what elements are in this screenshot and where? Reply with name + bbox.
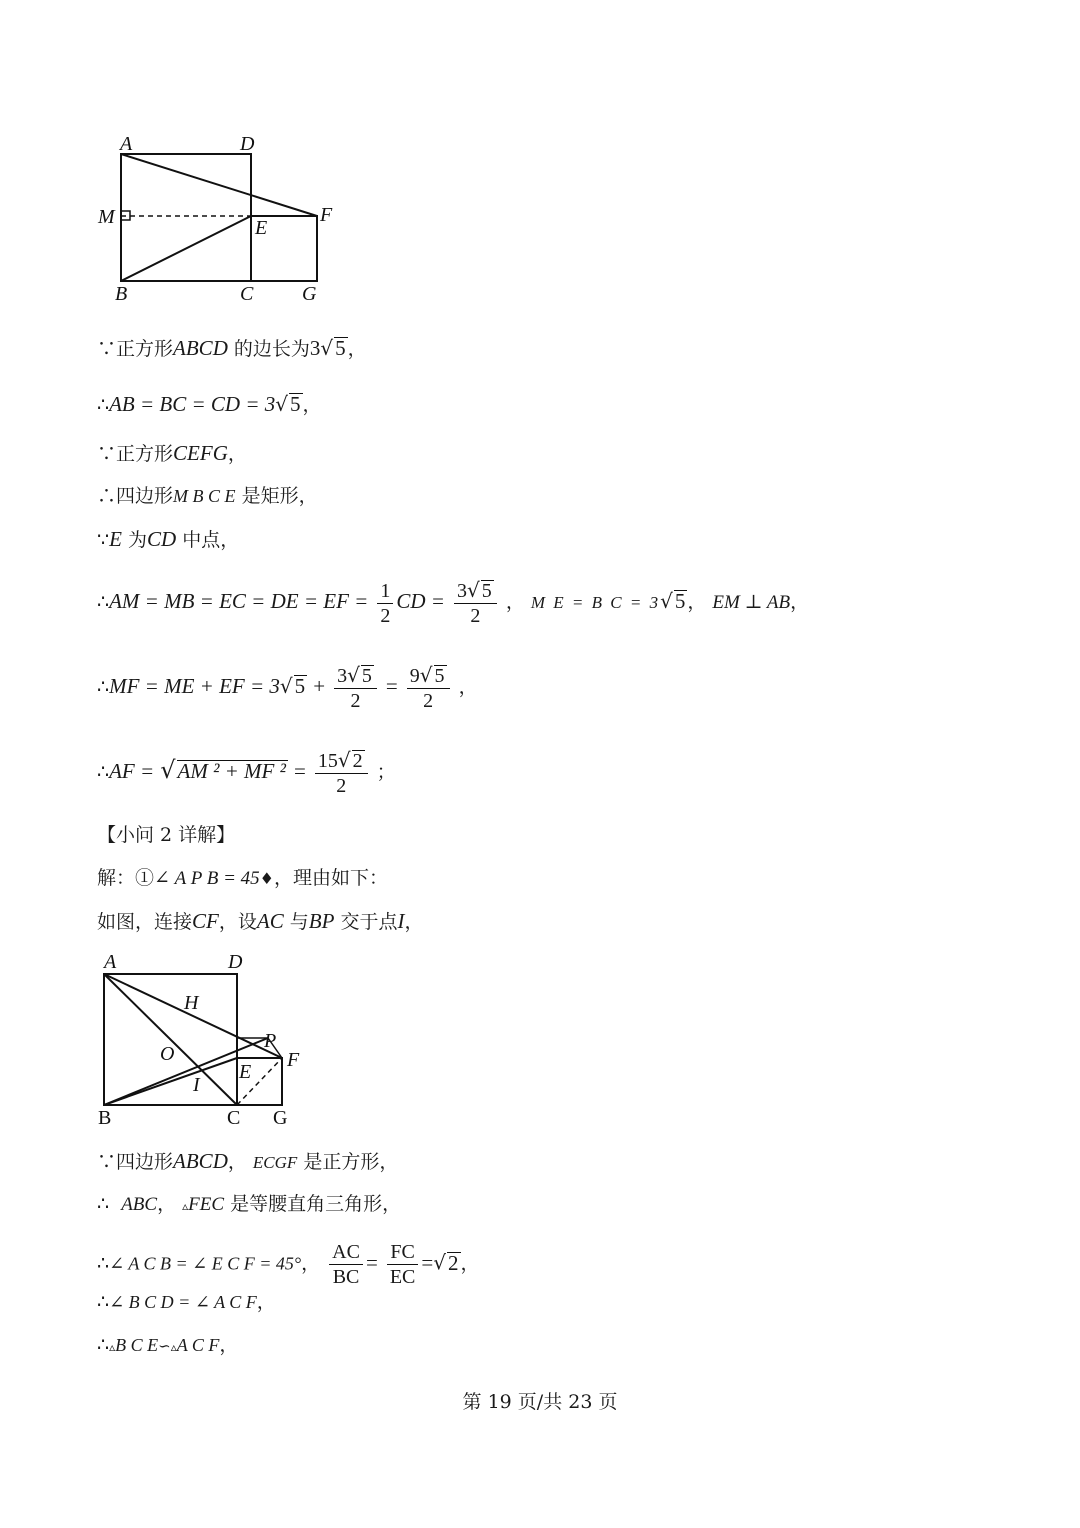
label-i: I xyxy=(193,1074,200,1096)
subquestion-2-heading: 【小问 2 详解】 xyxy=(97,824,236,846)
numerator: 1 xyxy=(377,579,393,604)
math-radicand: 5 xyxy=(335,336,346,360)
segment-be xyxy=(121,216,251,281)
label-a: A xyxy=(104,951,117,973)
radicand: 5 xyxy=(434,665,445,687)
math-fec: FEC xyxy=(188,1194,225,1215)
fraction-9root5-over-2 xyxy=(407,663,450,713)
punct: ， xyxy=(301,1252,321,1275)
solution-line-1: ∵正方形ABCD 的边长为3√5 ， xyxy=(97,336,367,360)
radicand: 2 xyxy=(352,750,363,772)
text: 是正方形， xyxy=(303,1151,399,1173)
punct: ， xyxy=(157,1193,177,1215)
triangle-icon: ▵ xyxy=(170,1340,177,1354)
punct: ， xyxy=(790,591,810,613)
coef: 3 xyxy=(457,580,468,602)
text: 交于点 xyxy=(340,911,398,933)
math-abcd: ABCD xyxy=(173,1149,228,1173)
segment-af xyxy=(121,154,317,216)
solution-line-14 xyxy=(97,1290,276,1314)
label-d: D xyxy=(228,951,243,973)
radicand: 5 xyxy=(361,665,372,687)
text: 四边形 xyxy=(116,1151,174,1173)
text: ，理由如下： xyxy=(273,867,388,889)
label-f: F xyxy=(320,204,333,226)
coef: 9 xyxy=(409,665,420,687)
because-symbol: ∵ xyxy=(97,338,117,360)
label-d: D xyxy=(240,133,255,155)
math-e: E xyxy=(109,527,122,551)
punct: ， xyxy=(302,394,322,416)
fraction-15root2-over-2 xyxy=(315,748,368,798)
equals: = xyxy=(385,674,398,698)
numerator: 3√ 5 xyxy=(334,663,377,689)
fraction-one-half xyxy=(377,579,393,628)
label-h: H xyxy=(184,992,199,1014)
solution-line-9 xyxy=(97,866,388,891)
math-radicand: 5 xyxy=(290,392,301,416)
punct: ， xyxy=(219,1334,239,1356)
numerator: FC xyxy=(387,1240,417,1265)
because-symbol: ∵ xyxy=(97,529,110,551)
punct: ， xyxy=(347,338,367,360)
segment-be xyxy=(104,1058,237,1105)
math-cf: CF xyxy=(192,909,219,933)
text: 解：① xyxy=(97,867,155,889)
denominator: 2 xyxy=(336,775,347,797)
math-expr: AF = xyxy=(109,759,155,783)
coef: 15 xyxy=(317,750,338,772)
therefore-symbol: ∴ xyxy=(97,1334,110,1356)
math-expr: AB = BC = CD = 3 xyxy=(109,392,276,416)
text: 中点， xyxy=(182,529,240,551)
solution-line-8: ∴AF = √AM ² + MF ² = $\frac{15√ 2}{2}$ ； xyxy=(97,748,396,797)
label-g: G xyxy=(273,1107,288,1129)
punct: ， xyxy=(458,676,478,698)
page-footer: 第 19 页/共 23 页 xyxy=(462,1391,618,1413)
therefore-symbol: ∴ xyxy=(97,1252,110,1275)
text: 正方形 xyxy=(116,338,174,360)
square-abcd xyxy=(121,154,251,281)
denominator: BC xyxy=(332,1266,360,1288)
math-bce: B C E xyxy=(115,1335,159,1355)
label-o: O xyxy=(160,1043,175,1065)
math-radicand: 5 xyxy=(674,589,686,613)
therefore-symbol: ∴ xyxy=(97,676,110,698)
text: 与 xyxy=(289,911,309,933)
math-expr: CD = xyxy=(396,589,445,613)
denominator: 2 xyxy=(380,604,391,627)
label-b: B xyxy=(115,283,128,305)
coef: 3 xyxy=(337,665,348,687)
math-abc: ABC xyxy=(121,1194,158,1215)
label-p: P xyxy=(264,1030,277,1052)
punct: ； xyxy=(376,761,396,783)
similar-symbol: ∽ xyxy=(158,1337,171,1355)
math-expr: AM = MB = EC = DE = EF = xyxy=(109,589,369,613)
denominator: EC xyxy=(389,1266,416,1288)
text: 如图，连接 xyxy=(97,911,193,933)
punct: ， xyxy=(404,911,424,933)
punct: ， xyxy=(505,591,525,613)
math-expr: EM ⊥ AB xyxy=(712,592,791,613)
label-m: M xyxy=(98,206,115,228)
diagonal-ac xyxy=(104,974,237,1105)
figure-squares-with-diagonals xyxy=(95,950,340,1130)
denominator: 2 xyxy=(470,605,481,627)
label-a: A xyxy=(120,133,133,155)
radicand: 5 xyxy=(481,580,492,602)
because-symbol: ∵ xyxy=(97,1151,117,1173)
math-expr: MF = ME + EF = 3 xyxy=(109,674,280,698)
punct: ， xyxy=(227,1151,247,1173)
figure-square-abcd-cefg xyxy=(90,125,360,310)
punct: ， xyxy=(227,443,247,465)
solution-line-5 xyxy=(97,527,239,552)
equals: = xyxy=(365,1250,378,1275)
fraction-3root5-over-2 xyxy=(334,663,377,713)
therefore-symbol: ∴ xyxy=(97,1291,110,1313)
text: ，设 xyxy=(218,911,257,933)
solution-line-13: ∴∠ A C B = ∠ E C F = 45°， $\frac{AC}{BC}$ = $\frac{FC}{EC}$ =√2 ， xyxy=(97,1241,480,1288)
denominator: 2 xyxy=(423,690,434,712)
fraction-ac-over-bc xyxy=(329,1240,363,1289)
denominator: 2 xyxy=(350,690,361,712)
math-expr: ∠ B C D = ∠ A C F xyxy=(109,1292,257,1312)
math-i: I xyxy=(397,909,405,933)
math-abcd: ABCD xyxy=(173,336,228,360)
plus: + xyxy=(313,674,326,698)
therefore-symbol: ∴ xyxy=(97,1193,110,1215)
fraction-fc-over-ec xyxy=(387,1240,419,1289)
therefore-symbol: ∴ xyxy=(97,761,110,783)
math-acf: A C F xyxy=(176,1335,220,1355)
math-cefg: CEFG xyxy=(173,441,228,465)
text: 的边长为 xyxy=(233,338,310,360)
label-c: C xyxy=(227,1107,241,1129)
numerator: 15√ 2 xyxy=(315,748,368,774)
label-c: C xyxy=(240,283,254,305)
math-radicand: AM ² + MF ² xyxy=(177,759,286,783)
math-mbce: M B C E xyxy=(173,486,236,506)
math-cd: CD xyxy=(146,527,177,551)
solution-line-6: ∴AM = MB = EC = DE = EF = $\frac{1}{2}$ CD = $\frac{3√ 5}{2}$ ， M E = B C = 3√5 ， EM ⊥ AB， xyxy=(97,578,810,627)
equals: = xyxy=(421,1250,434,1275)
solution-line-7: ∴MF = ME + EF = 3√5 + $\frac{3√ 5}{2}$ = $\frac{9√ 5}{2}$ ， xyxy=(97,663,478,712)
text: 为 xyxy=(127,529,147,551)
solution-line-10 xyxy=(97,909,424,934)
therefore-symbol: ∴ xyxy=(97,485,117,507)
fraction-3root5-over-2 xyxy=(454,578,497,628)
triangle-icon: ▵ xyxy=(109,1340,116,1354)
label-f: F xyxy=(287,1049,300,1071)
math-ac: AC xyxy=(256,909,284,933)
triangle-icon: ▵ xyxy=(182,1199,189,1213)
solution-line-4 xyxy=(97,484,318,508)
equals: = xyxy=(293,759,306,783)
because-symbol: ∵ xyxy=(97,443,117,465)
therefore-symbol: ∴ xyxy=(97,591,110,613)
segment-af xyxy=(104,974,282,1058)
math-ecgf: ECGF xyxy=(252,1153,298,1172)
solution-line-2: ∴AB = BC = CD = 3√5 ， xyxy=(97,392,322,416)
label-b: B xyxy=(98,1107,112,1129)
label-e: E xyxy=(239,1061,252,1083)
label-g: G xyxy=(302,283,317,305)
solution-line-3 xyxy=(97,441,247,466)
punct: ， xyxy=(256,1291,276,1313)
numerator: 9√ 5 xyxy=(407,663,450,689)
punct: ， xyxy=(460,1252,480,1275)
solution-line-15 xyxy=(97,1333,238,1359)
solution-line-11 xyxy=(97,1149,398,1175)
math-value: 3 xyxy=(309,336,321,360)
text: 是等腰直角三角形， xyxy=(230,1193,402,1215)
numerator: AC xyxy=(329,1240,363,1265)
math-expr: ∠ A P B = 45 xyxy=(154,868,260,889)
therefore-symbol: ∴ xyxy=(97,394,110,416)
text: 四边形 xyxy=(116,485,174,507)
numerator: 3√ 5 xyxy=(454,578,497,604)
text: 是矩形， xyxy=(241,485,318,507)
solution-line-12 xyxy=(97,1192,401,1218)
math-bp: BP xyxy=(308,909,335,933)
text: 正方形 xyxy=(116,443,174,465)
math-radicand: 5 xyxy=(294,674,306,698)
label-e: E xyxy=(255,217,268,239)
degree-glyph: ♦ xyxy=(259,869,274,888)
math-expr: M E = B C = 3 xyxy=(530,593,661,612)
punct: ， xyxy=(687,591,707,613)
math-expr: ∠ A C B = ∠ E C F = 45° xyxy=(109,1253,302,1274)
math-radicand: 2 xyxy=(448,1250,459,1275)
